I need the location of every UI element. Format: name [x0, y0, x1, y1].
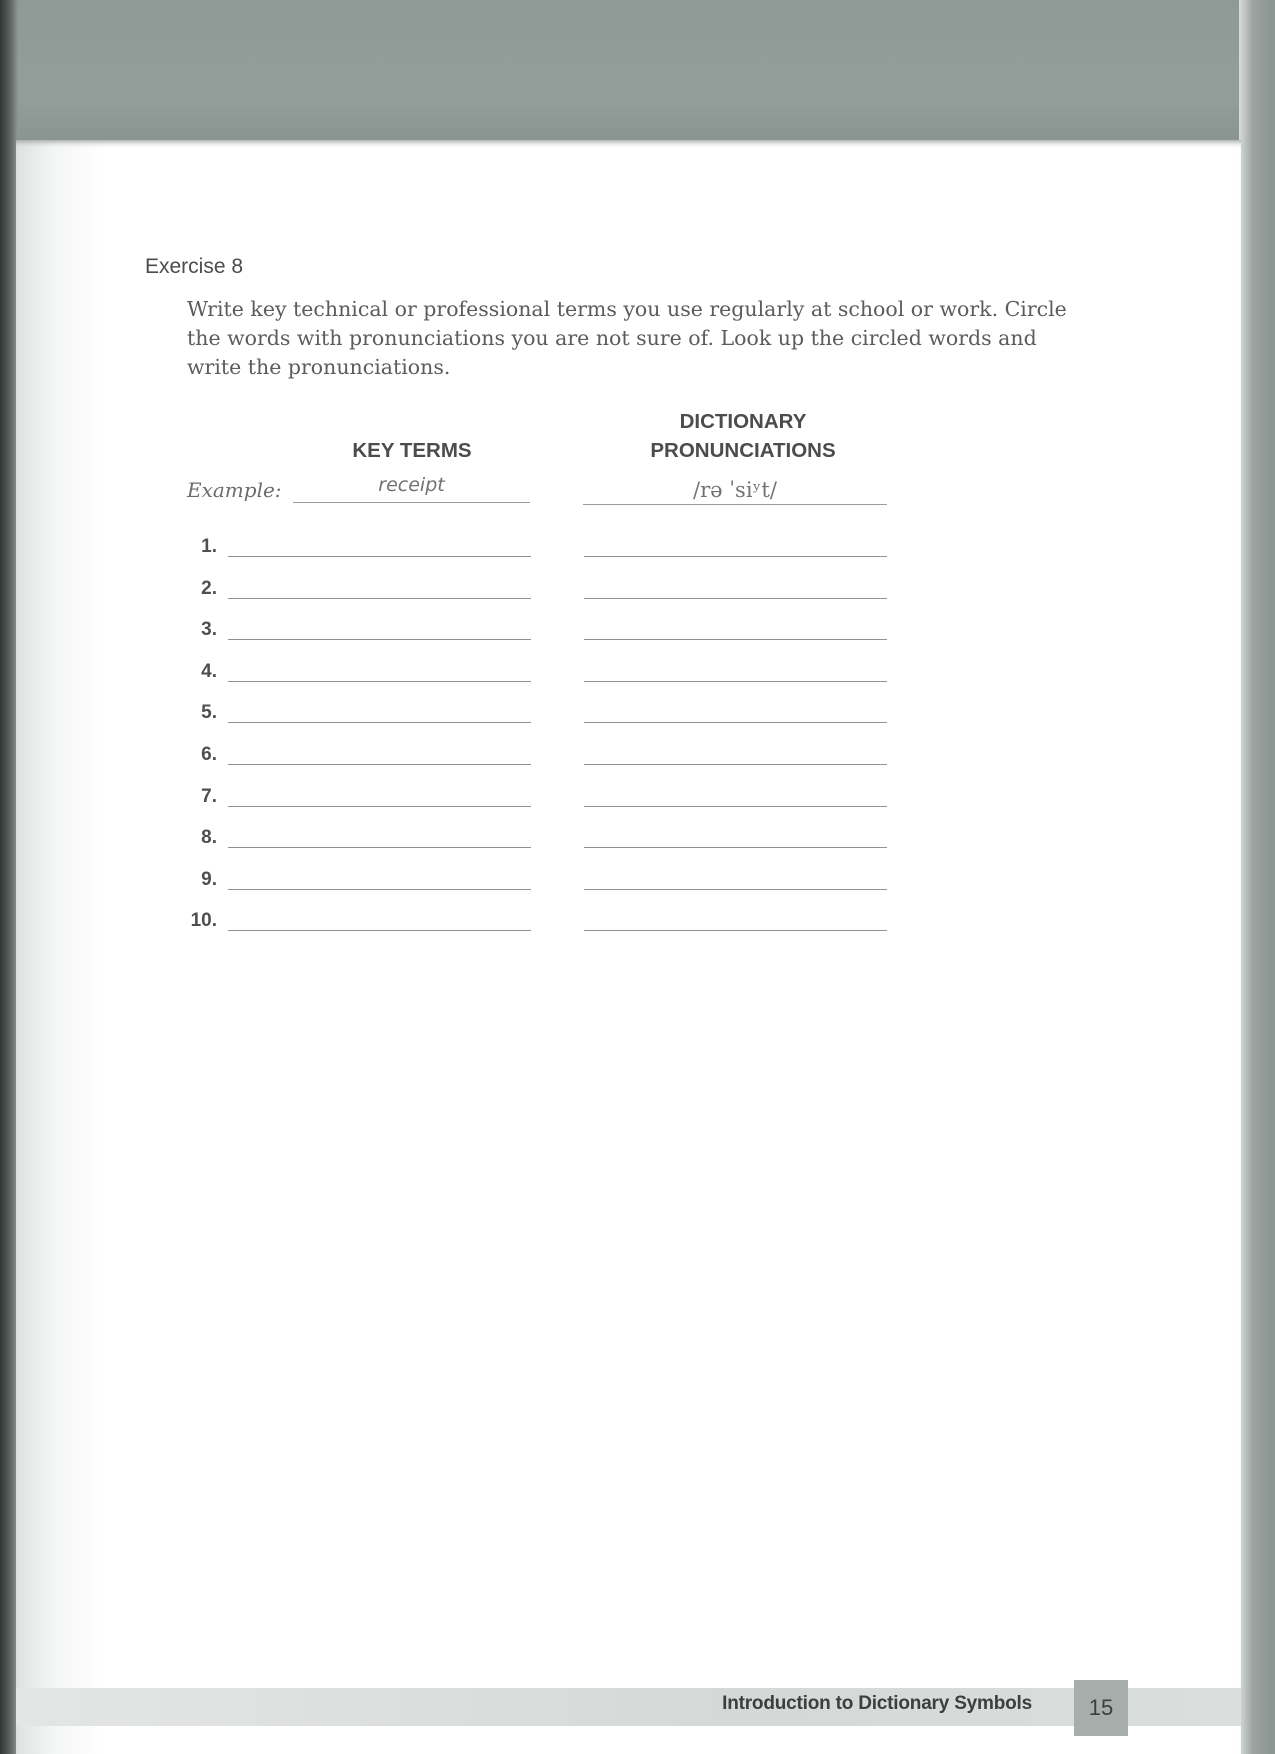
- scan-background-top: [0, 0, 1275, 140]
- row-number: 4.: [201, 660, 217, 682]
- example-term: receipt: [378, 474, 445, 496]
- pronunciation-blank[interactable]: [584, 930, 887, 931]
- example-term-line: [293, 502, 530, 503]
- key-terms-header: KEY TERMS: [352, 439, 472, 462]
- pronunciation-blank[interactable]: [584, 764, 887, 765]
- key-term-blank[interactable]: [228, 930, 531, 931]
- pronunciation-blank[interactable]: [584, 598, 887, 599]
- pronunciation-blank[interactable]: [584, 889, 887, 890]
- dictionary-header-line1: DICTIONARY: [679, 410, 807, 433]
- row-number: 9.: [201, 868, 217, 890]
- example-label: Example:: [187, 478, 282, 502]
- dictionary-pronunciations-header: [600, 407, 886, 465]
- row-number: 3.: [201, 619, 217, 641]
- key-term-blank[interactable]: [228, 847, 531, 848]
- key-term-blank[interactable]: [228, 889, 531, 890]
- example-pronunciation-line: [583, 504, 887, 505]
- row-number: 10.: [190, 910, 217, 932]
- row-number: 7.: [201, 785, 217, 807]
- pronunciation-blank[interactable]: [584, 722, 887, 723]
- pronunciation-blank[interactable]: [584, 847, 887, 848]
- key-term-blank[interactable]: [228, 806, 531, 807]
- scan-background-right: [1239, 0, 1275, 1754]
- exercise-title: Exercise 8: [145, 255, 244, 278]
- row-number: 1.: [201, 536, 217, 557]
- row-number: 6.: [201, 744, 217, 765]
- pronunciation-blank[interactable]: [584, 556, 887, 557]
- key-term-blank[interactable]: [228, 764, 531, 765]
- dictionary-header-line2: PRONUNCIATIONS: [650, 439, 836, 462]
- key-term-blank[interactable]: [228, 681, 531, 682]
- footer-section-title: Introduction to Dictionary Symbols: [722, 1693, 1032, 1714]
- page-number: 15: [1088, 1695, 1114, 1720]
- example-pronunciation: /rə ˈsiʸt/: [693, 478, 777, 502]
- pronunciation-blank[interactable]: [584, 639, 887, 640]
- row-number: 2.: [201, 577, 217, 599]
- key-term-blank[interactable]: [228, 639, 531, 640]
- row-number: 5.: [201, 702, 217, 724]
- key-term-blank[interactable]: [228, 722, 531, 723]
- exercise-instructions: Write key technical or professional terms you use regularly at school or work. Circle the words with pronunciations you are not sure of. Look up the circled words and write the pronunciations.: [187, 297, 1067, 379]
- key-term-blank[interactable]: [228, 556, 531, 557]
- pronunciation-blank[interactable]: [584, 681, 887, 682]
- pronunciation-blank[interactable]: [584, 806, 887, 807]
- book-page: [16, 140, 1241, 1754]
- key-term-blank[interactable]: [228, 598, 531, 599]
- row-number: 8.: [201, 827, 217, 849]
